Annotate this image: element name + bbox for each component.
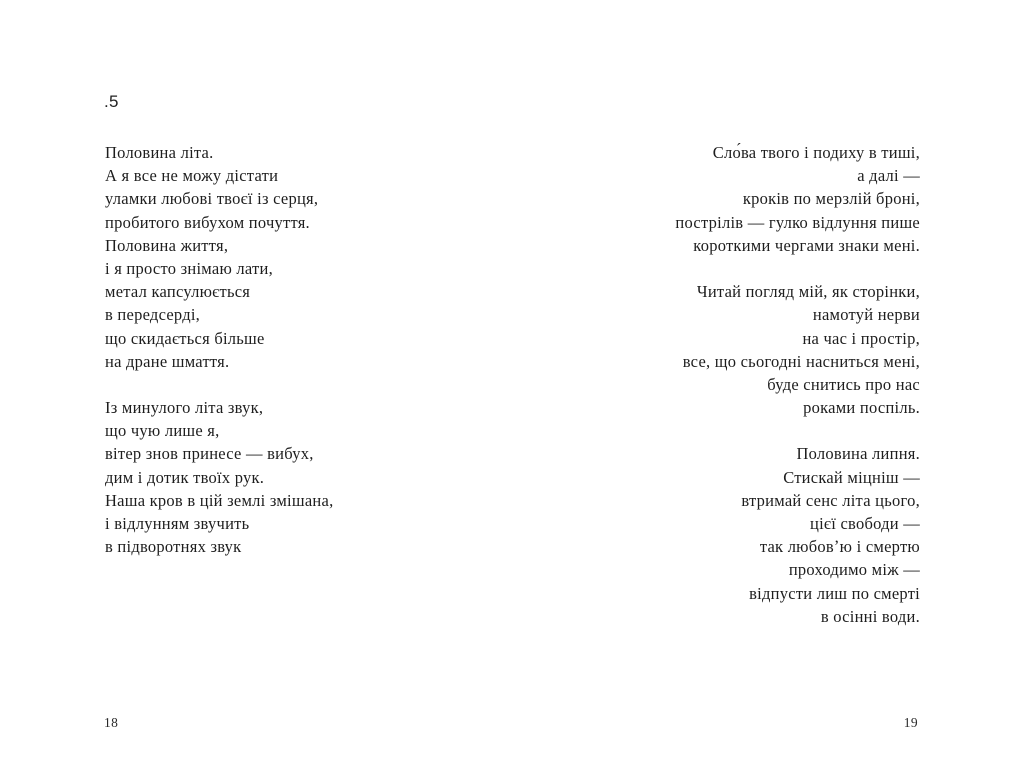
poem-line: кроків по мерзлій броні,	[742, 189, 920, 209]
poem-line: Із минулого літа звук,	[105, 398, 264, 418]
poem-line: в підворотнях звук	[105, 537, 242, 557]
poem-line: так любовʼю і смертю	[759, 537, 920, 557]
poem-line: пробитого вибухом почуття.	[105, 212, 310, 232]
page-number-right: 19	[903, 715, 918, 730]
poem-line: на дране шмаття.	[105, 351, 230, 371]
section-number: .5	[104, 92, 119, 111]
stanza	[675, 141, 920, 257]
poem-left-column	[105, 141, 333, 558]
poem-line: вітер знов принесе — вибух,	[105, 444, 314, 464]
poem-line: в передсерді,	[105, 305, 201, 325]
poem-line: проходимо між —	[788, 560, 920, 580]
poem-line: Читай погляд мій, як сторінки,	[696, 282, 920, 302]
poem-line: намотуй нерви	[812, 305, 920, 325]
stanza	[675, 442, 920, 628]
poem-line: Стискай міцніш —	[783, 467, 920, 487]
poem-line: уламки любові твоєї із серця,	[105, 189, 319, 209]
stanza	[105, 396, 333, 558]
poem-line: Половина життя,	[105, 235, 229, 255]
poem-line: метал капсулюється	[105, 282, 251, 302]
poem-line: все, що сьогодні насниться мені,	[682, 351, 920, 371]
poem-line: і відлунням звучить	[105, 514, 250, 533]
poem-line: Половина літа.	[105, 143, 214, 162]
poem-line: Половина липня.	[796, 444, 920, 464]
poem-line: Сло́ва твого і подиху в тиші,	[712, 143, 920, 162]
poem-line: Наша кров в цій землі змішана,	[105, 490, 334, 510]
poem-line: пострілів — гулко відлуння пише	[675, 212, 920, 232]
poem-line: А я все не можу дістати	[105, 166, 279, 186]
poem-line: короткими чергами знаки мені.	[693, 235, 920, 255]
stanza	[675, 280, 920, 419]
poem-line: роками поспіль.	[803, 398, 920, 418]
poem-line: відпусти лиш по смерті	[749, 583, 920, 603]
poem-line: в осінні води.	[820, 606, 920, 626]
poem-line: цієї свободи —	[810, 514, 920, 533]
poem-line: що скидається більше	[105, 328, 265, 348]
poem-line: буде снитись про нас	[767, 374, 920, 394]
poem-line: що чую лише я,	[105, 421, 220, 441]
stanza	[105, 141, 333, 373]
poem-line: втримай сенс літа цього,	[741, 490, 920, 510]
poem-line: а далі —	[857, 166, 920, 186]
poem-line: і я просто знімаю лати,	[105, 258, 273, 278]
poem-line: дим і дотик твоїх рук.	[105, 467, 265, 487]
page-number-left: 18	[104, 715, 119, 730]
poem-right-column	[675, 141, 920, 628]
poem-line: на час і простір,	[802, 328, 920, 348]
